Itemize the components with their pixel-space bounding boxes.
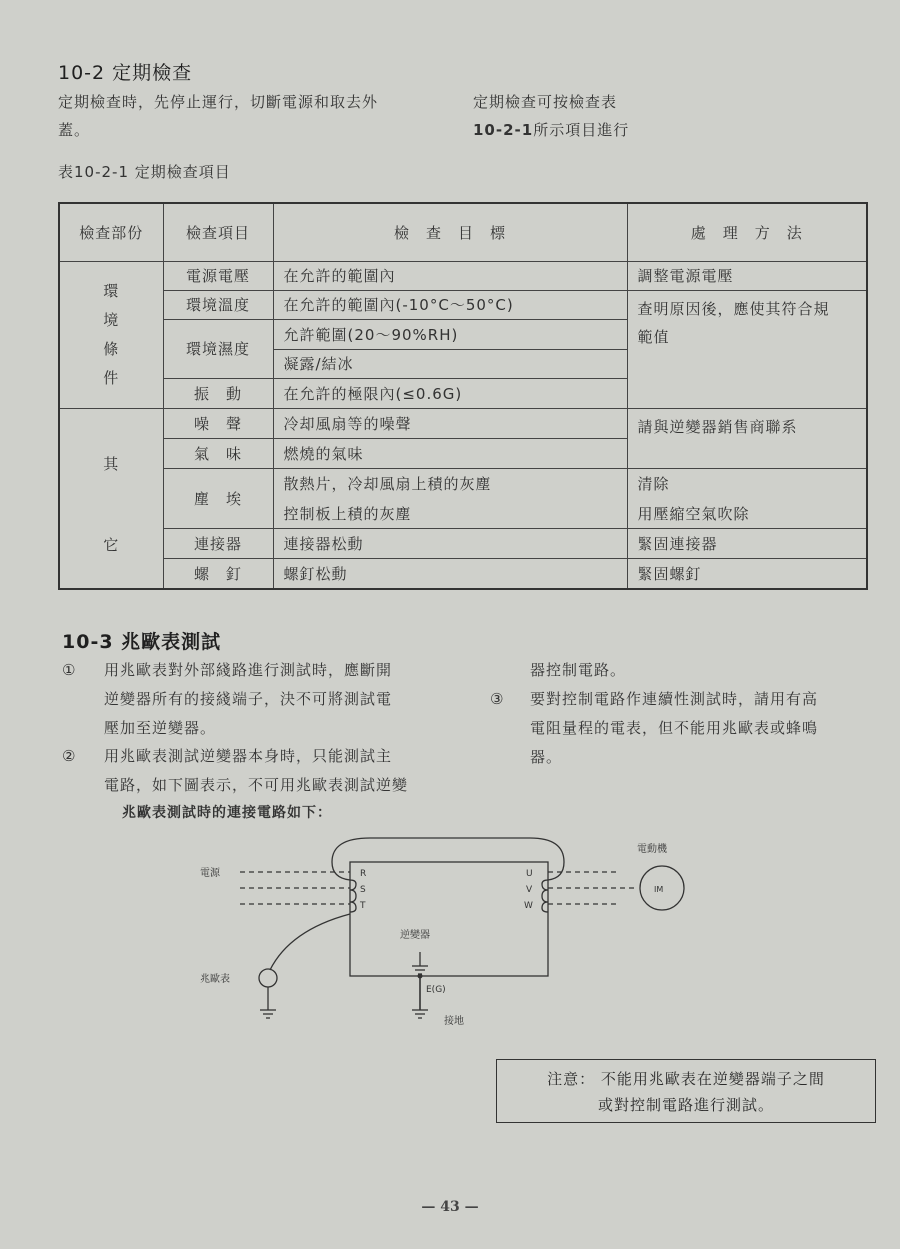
target-cell: 允許範圍(20～90%RH): [273, 319, 627, 349]
target-cell: 在允許的範圍內(-10°C～50°C): [273, 290, 627, 319]
item-cell: 連接器: [163, 529, 273, 559]
section-10-2-para-left: [58, 88, 378, 144]
inverter-label: 逆變器: [400, 930, 430, 941]
megger-lead: [270, 914, 350, 970]
action-cell: 調整電源電壓: [627, 261, 867, 290]
list-item-2: [104, 742, 454, 800]
list-line: 逆變器所有的接綫端子，決不可將測試電: [104, 690, 393, 708]
para-line: 定期檢查可按檢查表: [473, 93, 618, 111]
list-item-2-continued: 器控制電路。: [530, 661, 627, 679]
group-char: 其: [103, 454, 120, 473]
target-cell: 螺釘松動: [273, 559, 627, 589]
header-cell: 檢查項目: [163, 203, 273, 261]
terminal-r: R: [360, 869, 367, 879]
header-cell: 處 理 方 法: [627, 203, 867, 261]
list-line: 電路，如下圖表示，不可用兆歐表測試逆變: [104, 776, 409, 794]
table-row: [59, 469, 867, 499]
section-10-3-title: 10-3 兆歐表測試: [62, 631, 222, 653]
power-lines: [240, 872, 636, 904]
item-cell: 氣 味: [163, 439, 273, 469]
table-row: [59, 559, 867, 589]
action-line: 查明原因後，應使其符合規: [637, 299, 830, 318]
para-line: 蓋。: [58, 121, 91, 139]
item-cell: 振 動: [163, 378, 273, 408]
terminal-w: W: [524, 901, 533, 911]
megger-circle: [259, 969, 277, 987]
action-cell: 緊固連接器: [627, 529, 867, 559]
page-number: — 43 —: [421, 1199, 479, 1215]
diagram-intro: 兆歐表測試時的連接電路如下：: [122, 805, 332, 821]
section-10-2-para-right: [473, 88, 629, 144]
group-char: 件: [103, 368, 120, 387]
para-text: 所示項目進行: [533, 121, 630, 139]
target-cell: 連接器松動: [273, 529, 627, 559]
table-ref: 10-2-1: [473, 121, 534, 139]
table-header-row: [59, 203, 867, 261]
target-cell: 燃燒的氣味: [273, 439, 627, 469]
table-caption: 表10-2-1 定期檢查項目: [58, 163, 231, 181]
target-cell: 散熱片，冷却風扇上積的灰塵: [273, 469, 627, 499]
target-cell: 在允許的極限內(≤0.6G): [273, 378, 627, 408]
group-other: [59, 408, 163, 589]
item-cell: 塵 埃: [163, 469, 273, 529]
action-cell: 用壓縮空氣吹除: [627, 499, 867, 529]
power-label: 電源: [200, 868, 220, 879]
action-line: 範值: [637, 327, 670, 346]
list-line: 用兆歐表對外部綫路進行測試時，應斷開: [104, 661, 393, 679]
terminal-v: V: [526, 885, 533, 895]
list-line: 器。: [530, 748, 563, 766]
item-cell: 噪 聲: [163, 408, 273, 438]
item-cell: 環境溫度: [163, 290, 273, 319]
header-cell: 檢查部份: [59, 203, 163, 261]
list-item-1-mark: ①: [62, 661, 77, 679]
table-row: [59, 408, 867, 438]
section-10-2-title: 10-2 定期檢查: [58, 62, 193, 84]
list-item-3: [530, 685, 875, 772]
group-char: 境: [103, 310, 120, 329]
para-line: 定期檢查時，先停止運行，切斷電源和取去外: [58, 93, 379, 111]
group-char: 條: [103, 339, 120, 358]
output-loop: [542, 880, 548, 912]
list-item-3-mark: ③: [490, 690, 505, 708]
action-cell: 緊固螺釘: [627, 559, 867, 589]
list-item-1: [104, 656, 454, 743]
target-cell: 凝露/結冰: [273, 349, 627, 378]
caution-note: [496, 1059, 876, 1123]
list-line: 要對控制電路作連續性測試時，請用有高: [530, 690, 819, 708]
action-cell: 清除: [627, 469, 867, 499]
list-line: 電阻量程的電表，但不能用兆歐表或蜂鳴: [530, 719, 819, 737]
megger-circuit-diagram: [180, 830, 720, 1040]
note-line: 或對控制電路進行測試。: [597, 1096, 774, 1114]
motor-text: IM: [654, 885, 664, 894]
list-line: 壓加至逆變器。: [104, 719, 217, 737]
motor-label: 電動機: [637, 844, 667, 855]
note-line: 注意： 不能用兆歐表在逆變器端子之間: [547, 1070, 825, 1088]
target-cell: 冷却風扇等的噪聲: [273, 408, 627, 438]
action-cell: [627, 290, 867, 408]
action-cell: 請與逆變器銷售商聯系: [627, 408, 867, 468]
input-loop: [350, 880, 356, 912]
header-cell: 檢 查 目 標: [273, 203, 627, 261]
list-item-2-mark: ②: [62, 747, 77, 765]
eg-terminal-dot: [418, 974, 423, 979]
item-cell: 螺 釘: [163, 559, 273, 589]
inverter-box: [350, 862, 548, 976]
target-cell: 控制板上積的灰塵: [273, 499, 627, 529]
target-cell: 在允許的範圍內: [273, 261, 627, 290]
table-row: [59, 529, 867, 559]
para-line: [473, 116, 629, 144]
table-row: [59, 261, 867, 290]
group-environment: [59, 261, 163, 408]
group-char: 環: [103, 281, 120, 300]
terminal-eg: E(G): [426, 985, 446, 995]
terminal-t: T: [360, 901, 366, 911]
list-line: 用兆歐表測試逆變器本身時，只能測試主: [104, 747, 393, 765]
terminal-u: U: [526, 869, 533, 879]
group-char: 它: [103, 535, 120, 554]
item-cell: 環境濕度: [163, 319, 273, 378]
terminal-s: S: [360, 885, 366, 895]
megger-label: 兆歐表: [200, 974, 230, 985]
table-row: [59, 290, 867, 319]
item-cell: 電源電壓: [163, 261, 273, 290]
inspection-table: [58, 202, 868, 590]
ground-label: 接地: [444, 1016, 464, 1027]
